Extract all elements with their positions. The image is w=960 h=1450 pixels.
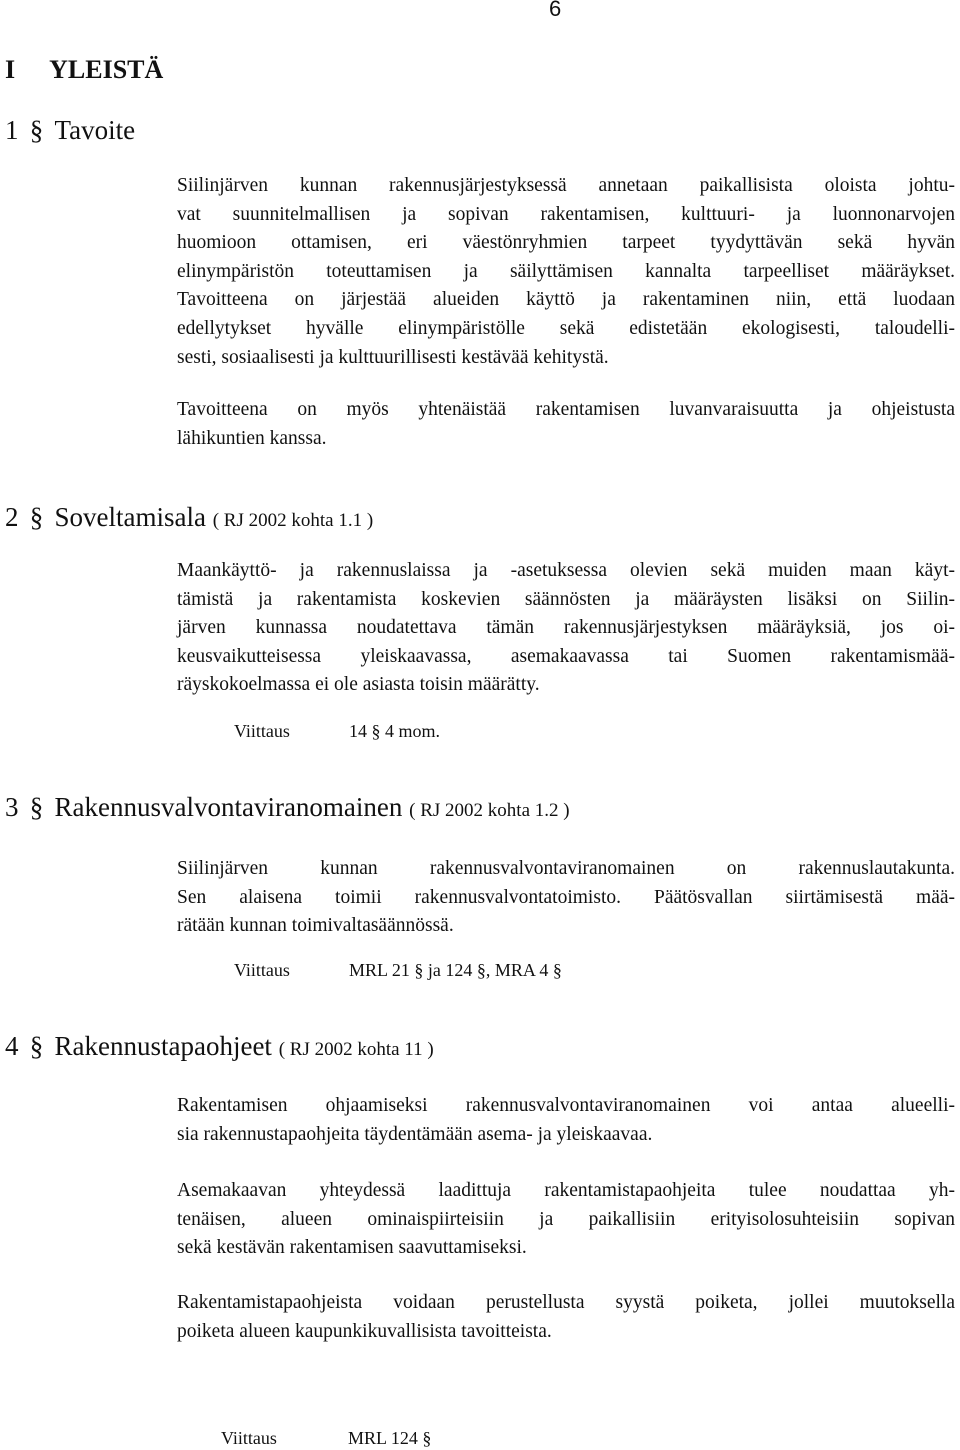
section-heading-4 <box>5 1030 434 1066</box>
text-line: tämistä ja rakentamista koskevien säännösten ja määräysten lisäksi on Siilin- <box>177 588 955 610</box>
reference-value: 14 § 4 mom. <box>349 721 441 741</box>
section-title: Rakennusvalvontaviranomainen <box>54 792 403 822</box>
paragraph <box>177 172 955 372</box>
text-line: Tavoitteena on myös yhtenäistää rakentamisen luvanvaraisuutta ja ohjeistusta <box>177 399 955 420</box>
section-reference: ( RJ 2002 kohta 1.1 ) <box>212 510 374 531</box>
text-line: sesti, sosiaalisesti ja kulttuurillisesti kestävää kehitystä. <box>177 346 609 368</box>
text-line: tenäisen, alueen ominaispiirteisiin ja paikallisiin erityisolosuhteisiin sopivan <box>177 1208 955 1230</box>
section-sign: § <box>29 115 44 145</box>
text-line: Siilinjärven kunnan rakennusjärjestyksessä annetaan paikallisista oloista johtu- <box>177 175 955 196</box>
paragraph <box>177 557 955 700</box>
text-line: sekä kestävän rakentamisen saavuttamiseksi. <box>177 1237 527 1259</box>
reference-label: Viittaus <box>221 1428 277 1448</box>
section-sign: § <box>29 1031 44 1061</box>
section-sign: § <box>29 792 44 822</box>
text-line: Tavoitteena on järjestää alueiden käyttö ja rakentaminen niin, että luodaan <box>177 289 955 311</box>
reference-value: MRL 124 § <box>348 1428 432 1448</box>
section-heading-2 <box>5 501 373 537</box>
text-line: Siilinjärven kunnan rakennusvalvontaviranomainen on rakennuslautakunta. <box>177 858 955 879</box>
reference-line <box>234 960 562 981</box>
text-line: rätään kunnan toimivaltasäännössä. <box>177 915 454 937</box>
section-reference: ( RJ 2002 kohta 11 ) <box>278 1039 434 1060</box>
section-heading-3 <box>5 791 570 827</box>
paragraph <box>177 1289 955 1346</box>
text-line: Sen alaisena toimii rakennusvalvontatoimisto. Päätösvallan siirtämisestä mää- <box>177 886 955 908</box>
text-line: Rakentamistapaohjeista voidaan perustellusta syystä poiketa, jollei muutoksella <box>177 1292 955 1313</box>
section-number: 2 <box>5 502 19 532</box>
section-title: Tavoite <box>54 115 136 145</box>
text-line: elinympäristön toteuttamisen ja säilyttämisen kannalta tarpeelliset määräykset. <box>177 260 955 282</box>
text-line: lähikuntien kanssa. <box>177 427 327 449</box>
section-reference: ( RJ 2002 kohta 1.2 ) <box>409 800 570 821</box>
section-title: Soveltamisala <box>54 502 206 532</box>
text-line: järven kunnassa noudatettava tämän rakennusjärjestyksen määräyksiä, jos oi- <box>177 617 955 639</box>
chapter-title: YLEISTÄ <box>49 55 164 84</box>
paragraph <box>177 855 955 941</box>
chapter-numeral: I <box>5 55 16 84</box>
text-line: Asemakaavan yhteydessä laadittuja rakentamistapaohjeita tulee noudattaa yh- <box>177 1180 955 1201</box>
text-line: Rakentamisen ohjaamiseksi rakennusvalvontaviranomainen voi antaa alueelli- <box>177 1095 955 1116</box>
text-line: räyskokoelmassa ei ole asiasta toisin määrätty. <box>177 674 540 696</box>
section-number: 3 <box>5 792 19 822</box>
text-line: keusvaikutteisessa yleiskaavassa, asemakaavassa tai Suomen rakentamismää- <box>177 645 955 667</box>
paragraph <box>177 1177 955 1263</box>
text-line: huomioon ottamisen, eri väestönryhmien tarpeet tyydyttävän sekä hyvän <box>177 232 955 254</box>
text-line: poiketa alueen kaupunkikuvallisista tavoitteista. <box>177 1320 552 1342</box>
text-line: Maankäyttö- ja rakennuslaissa ja -asetuksessa olevien sekä muiden maan käyt- <box>177 560 955 581</box>
reference-label: Viittaus <box>234 960 290 980</box>
reference-line <box>221 1428 431 1449</box>
reference-line <box>234 721 440 742</box>
text-line: edellytykset hyvälle elinympäristölle sekä edistetään ekologisesti, taloudelli- <box>177 317 955 339</box>
section-number: 4 <box>5 1031 19 1061</box>
paragraph <box>177 1092 955 1149</box>
section-number: 1 <box>5 115 19 145</box>
text-line: vat suunnitelmallisen ja sopivan rakentamisen, kulttuuri- ja luonnonarvojen <box>177 203 955 225</box>
section-heading-1 <box>5 114 135 146</box>
section-sign: § <box>29 502 44 532</box>
section-title: Rakennustapaohjeet <box>54 1031 272 1061</box>
text-line: sia rakennustapaohjeita täydentämään asema- ja yleiskaavaa. <box>177 1123 653 1145</box>
reference-label: Viittaus <box>234 721 290 741</box>
reference-value: MRL 21 § ja 124 §, MRA 4 § <box>349 960 562 980</box>
paragraph <box>177 396 955 453</box>
chapter-heading <box>5 55 163 85</box>
page-number: 6 <box>549 0 562 21</box>
